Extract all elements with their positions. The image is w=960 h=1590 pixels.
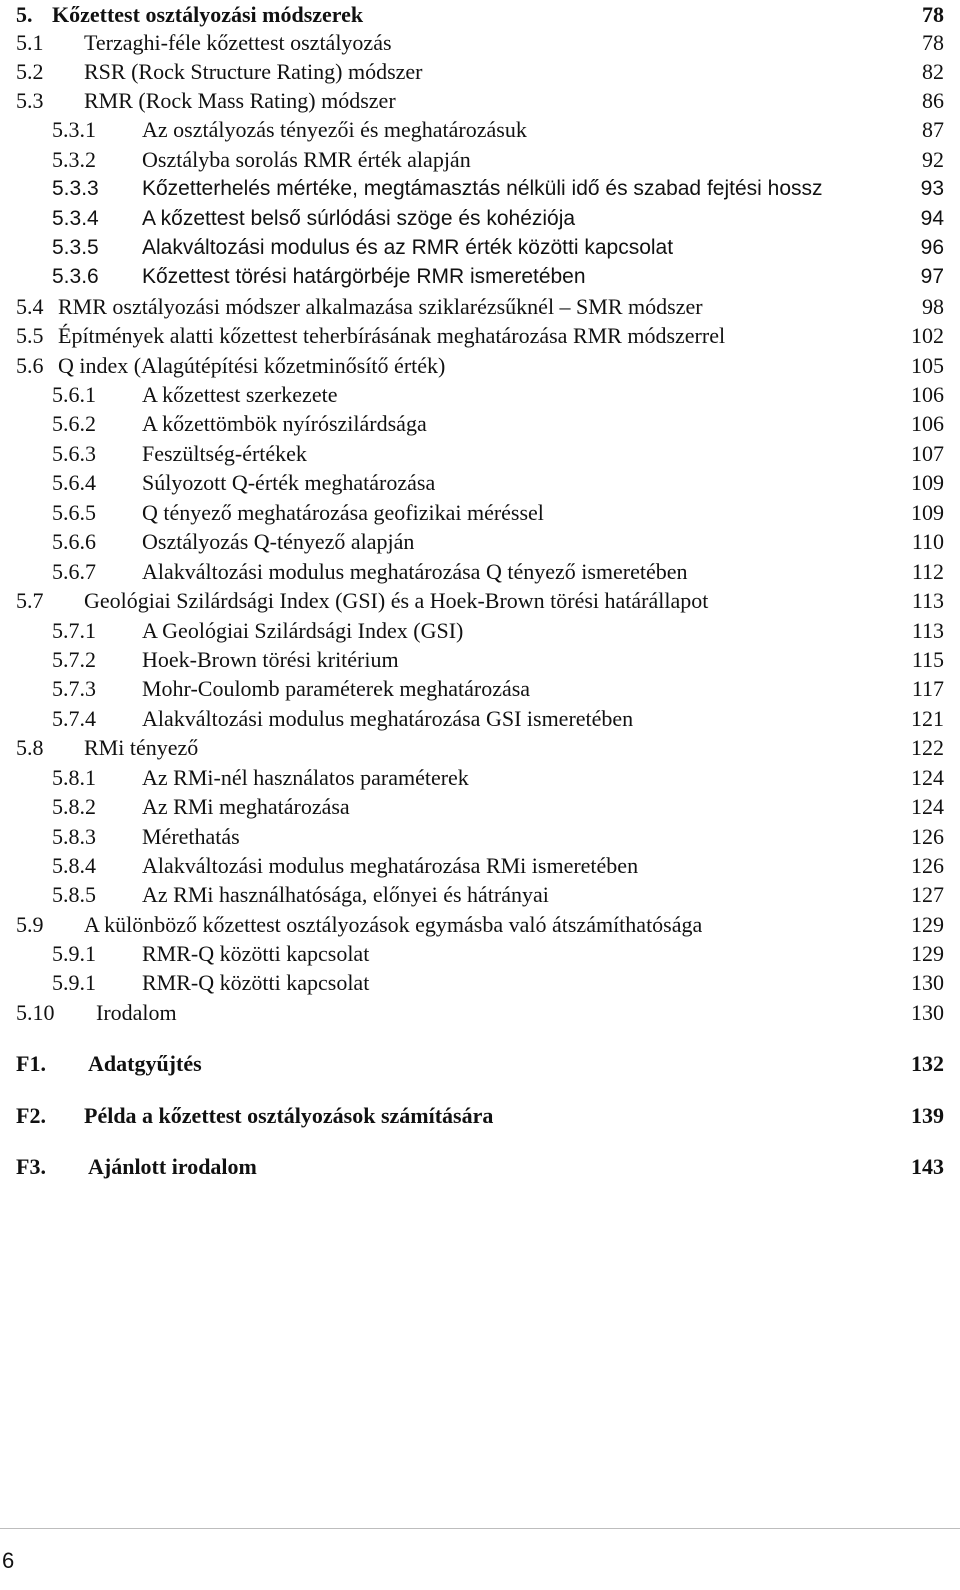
toc-entry-page: 129 [911,941,944,966]
toc-entry-number: 5.8 [16,735,44,760]
toc-entry-title: RMR osztályozási módszer alkalmazása sziklarézsűknél – SMR módszer [58,294,703,319]
toc-entry-number: F2. [16,1103,46,1128]
toc-entry-page: 117 [911,676,944,701]
toc-entry-title: RMR-Q közötti kapcsolat [142,941,370,966]
toc-entry[interactable] [0,409,960,439]
toc-entry[interactable] [0,851,960,881]
toc-entry-title: Az RMi használhatósága, előnyei és hátrányai [142,882,549,907]
toc-entry-page: 126 [911,853,944,878]
toc-entry[interactable] [0,204,960,234]
toc-entry-title: RMR (Rock Mass Rating) módszer [84,88,396,113]
page-number: 6 [2,1548,15,1573]
toc-entry[interactable] [0,910,960,940]
toc-entry-page: 113 [911,588,944,613]
toc-entry[interactable] [0,939,960,969]
toc-entry-number: 5.3.6 [52,265,99,288]
toc-entry[interactable] [0,1049,960,1079]
toc-entry-page: 107 [911,441,944,466]
toc-entry-title: A kőzettest szerkezete [142,382,338,407]
toc-entry-title: Osztályozás Q-tényező alapján [142,529,415,554]
toc-entry[interactable] [0,380,960,410]
toc-entry-title: Példa a kőzettest osztályozások számítására [84,1103,494,1128]
toc-entry-page: 132 [911,1051,944,1076]
toc-entry-number: 5.9 [16,912,44,937]
toc-entry-page: 93 [920,177,944,200]
toc-entry[interactable] [0,1101,960,1131]
toc-entry-title: RMi tényező [84,735,199,760]
toc-entry[interactable] [0,233,960,263]
toc-entry-title: Az RMi-nél használatos paraméterek [142,765,469,790]
toc-entry-title: Kőzettest osztályozási módszerek [52,2,364,27]
toc-entry-title: Súlyozott Q-érték meghatározása [142,470,436,495]
toc-entry-title: Hoek-Brown törési kritérium [142,647,399,672]
toc-entry[interactable] [0,527,960,557]
toc-entry-title: Az RMi meghatározása [142,794,350,819]
toc-entry-number: 5.7.2 [52,647,96,672]
toc-entry-number: 5.3.4 [52,207,99,230]
toc-entry[interactable] [0,645,960,675]
footer-divider [0,1528,960,1529]
toc-entry[interactable] [0,704,960,734]
toc-entry-title: Osztályba sorolás RMR érték alapján [142,147,471,172]
toc-entry-number: 5.7.3 [52,676,96,701]
toc-entry[interactable] [0,822,960,852]
toc-entry[interactable] [0,968,960,998]
toc-entry-page: 94 [920,207,944,230]
toc-entry-number: 5.1 [16,30,44,55]
toc-entry[interactable] [0,1152,960,1182]
toc-entry-number: 5.8.1 [52,765,96,790]
toc-entry[interactable] [0,557,960,587]
toc-entry-page: 97 [920,265,944,288]
toc-entry-title: Terzaghi-féle kőzettest osztályozás [84,30,392,55]
toc-entry-page: 127 [911,882,944,907]
toc-entry-page: 124 [911,794,944,819]
toc-entry-page: 87 [922,117,944,142]
toc-entry[interactable] [0,145,960,175]
toc-entry-title: Alakváltozási modulus meghatározása GSI ismeretében [142,706,634,731]
toc-entry-page: 124 [911,765,944,790]
toc-entry-title: Irodalom [96,1000,177,1025]
toc-entry-page: 122 [911,735,944,760]
toc-entry-number: 5.6.5 [52,500,96,525]
toc-entry-number: 5.3.3 [52,177,99,200]
toc-entry-number: 5.3 [16,88,44,113]
toc-entry-number: 5. [16,2,33,27]
toc-entry-number: 5.3.2 [52,147,96,172]
toc-entry-page: 121 [911,706,944,731]
toc-entry-page: 78 [922,30,944,55]
toc-entry-page: 102 [911,323,944,348]
toc-entry[interactable] [0,292,960,322]
toc-entry-title: Építmények alatti kőzettest teherbírásának meghatározása RMR módszerrel [58,323,726,348]
toc-entry-page: 106 [911,411,944,436]
toc-entry-page: 96 [920,236,944,259]
toc-entry-page: 143 [911,1154,944,1179]
toc-entry-number: 5.8.2 [52,794,96,819]
toc-entry[interactable] [0,174,960,204]
toc-entry[interactable] [0,468,960,498]
toc-entry-number: 5.7.1 [52,618,96,643]
toc-entry-page: 105 [911,353,944,378]
toc-entry-page: 130 [911,1000,944,1025]
toc-entry-number: 5.8.3 [52,824,96,849]
toc-entry-number: 5.3.5 [52,236,99,259]
toc-entry-page: 106 [911,382,944,407]
toc-entry-title: Q index (Alagútépítési kőzetminősítő érték) [58,353,446,378]
toc-entry[interactable] [0,880,960,910]
toc-entry-number: 5.9.1 [52,970,96,995]
toc-entry-page: 112 [911,559,944,584]
toc-entry-number: F1. [16,1051,46,1076]
toc-entry-title: Alakváltozási modulus meghatározása Q tényező ismeretében [142,559,688,584]
toc-entry-number: 5.5 [16,323,44,348]
toc-entry-number: 5.10 [16,1000,55,1025]
toc-entry-title: Kőzetterhelés mértéke, megtámasztás nélküli idő és szabad fejtési hossz [142,177,823,200]
toc-entry[interactable] [0,792,960,822]
toc-entry[interactable] [0,674,960,704]
toc-entry[interactable] [0,262,960,292]
toc-entry-title: Feszültség-értékek [142,441,307,466]
toc-entry-page: 109 [911,470,944,495]
toc-entry-number: 5.9.1 [52,941,96,966]
toc-entry[interactable] [0,763,960,793]
toc-entry-number: 5.2 [16,59,44,84]
toc-entry-title: Kőzettest törési határgörbéje RMR ismeretében [142,265,586,288]
toc-entry[interactable] [0,998,960,1028]
toc-entry-number: 5.6.2 [52,411,96,436]
toc-entry[interactable] [0,498,960,528]
toc-entry-page: 86 [922,88,944,113]
toc-entry-number: 5.6.1 [52,382,96,407]
toc-entry-page: 92 [922,147,944,172]
toc-entry-title: Mérethatás [142,824,240,849]
toc-entry-number: F3. [16,1154,46,1179]
toc-entry[interactable] [0,321,960,351]
toc-entry-page: 115 [911,647,944,672]
toc-entry-page: 139 [911,1103,944,1128]
toc-entry-number: 5.8.5 [52,882,96,907]
toc-entry[interactable] [0,28,960,58]
toc-entry-number: 5.8.4 [52,853,96,878]
toc-entry[interactable] [0,57,960,87]
toc-entry[interactable] [0,586,960,616]
toc-entry[interactable] [0,115,960,145]
toc-entry-page: 113 [911,618,944,643]
toc-entry-number: 5.6.3 [52,441,96,466]
toc-entry[interactable] [0,616,960,646]
toc-entry-number: 5.6.7 [52,559,96,584]
toc-entry-page: 110 [911,529,944,554]
toc-entry-title: A kőzettest belső súrlódási szöge és kohéziója [142,207,576,230]
toc-entry-title: A kőzettömbök nyírószilárdsága [142,411,427,436]
toc-entry-number: 5.6 [16,353,44,378]
toc-entry-page: 78 [922,2,944,27]
toc-entry-title: Ajánlott irodalom [88,1154,257,1179]
toc-entry-number: 5.7.4 [52,706,96,731]
toc-entry-page: 130 [911,970,944,995]
toc-entry-page: 98 [922,294,944,319]
toc-entry-number: 5.6.6 [52,529,96,554]
toc-entry-title: Geológiai Szilárdsági Index (GSI) és a Hoek-Brown törési határállapot [84,588,709,613]
toc-entry[interactable] [0,733,960,763]
toc-entry[interactable] [0,351,960,381]
toc-entry-number: 5.6.4 [52,470,96,495]
toc-entry-page: 82 [922,59,944,84]
toc-entry[interactable] [0,0,960,30]
toc-entry-title: Adatgyűjtés [88,1051,202,1076]
toc-entry-title: RMR-Q közötti kapcsolat [142,970,370,995]
toc-entry-title: Q tényező meghatározása geofizikai méréssel [142,500,544,525]
toc-entry[interactable] [0,439,960,469]
toc-entry-page: 129 [911,912,944,937]
toc-entry-title: Az osztályozás tényezői és meghatározásuk [142,117,527,142]
toc-entry-title: Mohr-Coulomb paraméterek meghatározása [142,676,531,701]
toc-entry-number: 5.4 [16,294,44,319]
toc-entry-page: 109 [911,500,944,525]
toc-entry-title: A különböző kőzettest osztályozások egymásba való átszámíthatósága [84,912,703,937]
toc-entry-title: RSR (Rock Structure Rating) módszer [84,59,423,84]
toc-entry-title: Alakváltozási modulus és az RMR érték közötti kapcsolat [142,236,674,259]
toc-entry-title: Alakváltozási modulus meghatározása RMi ismeretében [142,853,639,878]
toc-entry-number: 5.7 [16,588,44,613]
toc-entry-number: 5.3.1 [52,117,96,142]
toc-entry[interactable] [0,86,960,116]
toc-entry-title: A Geológiai Szilárdsági Index (GSI) [142,618,464,643]
toc-entry-page: 126 [911,824,944,849]
